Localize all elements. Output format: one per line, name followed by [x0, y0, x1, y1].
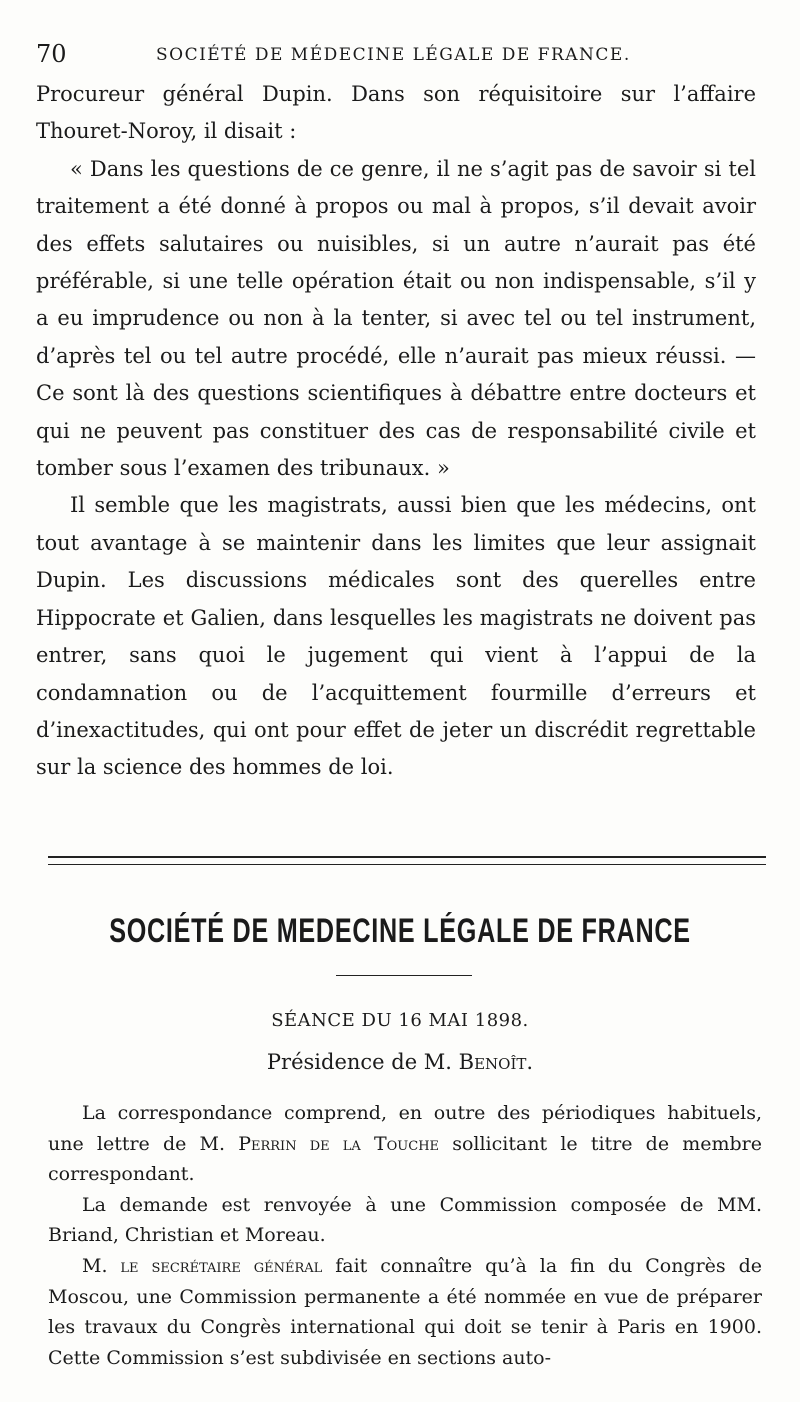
- minutes-text: [48, 1098, 762, 1373]
- double-rule-divider: [48, 856, 766, 865]
- minutes-text-segment: sollicitant le titre de membre correspondant.: [48, 1132, 763, 1186]
- section-title: SOCIÉTÉ DE MEDECINE LÉGALE DE FRANCE: [109, 912, 691, 950]
- short-rule-divider: [336, 975, 472, 976]
- presidence-line: [0, 1050, 800, 1074]
- paragraph: Procureur général Dupin. Dans son réquisitoire sur l’affaire Thouret-Noroy, il disait :: [36, 82, 756, 144]
- presidence-prefix: Présidence de M.: [266, 1050, 452, 1074]
- member-name: Perrin de la Touche: [238, 1132, 440, 1155]
- session-date: SÉANCE DU 16 MAI 1898.: [271, 1010, 529, 1031]
- paragraph: Il semble que les magistrats, aussi bien que les médecins, ont tout avantage à se maintenir dans les limites que leur assignait Dupin. Les discussions médicales sont des querelles entre Hippocrate et Galien, dans lesquelles les magistrats ne doivent pas entrer, sans quoi le jugement qui vient à l’appui de la condamnation ou de l’acquittement fourmille d’erreurs et d’inexactitudes, qui ont pour effet de jeter un discrédit regrettable sur la science des hommes de loi.: [36, 493, 756, 780]
- president-name: Benoît.: [458, 1050, 534, 1074]
- minutes-paragraph: [48, 1251, 762, 1373]
- running-head: [36, 40, 766, 70]
- minutes-paragraph: La demande est renvoyée à une Commission composée de MM. Briand, Christian et Moreau.: [48, 1193, 762, 1247]
- minutes-text-segment: fait connaître qu’à la fin du Congrès de Moscou, une Commission permanente a été nommée en vue de préparer les travaux du Congrès international qui doit se tenir à Paris en 1900. Cette Commission s’est subdivisée en sections auto-: [48, 1254, 762, 1369]
- running-title: SOCIÉTÉ DE MÉDECINE LÉGALE DE FRANCE.: [156, 45, 631, 65]
- quotation-paragraph: « Dans les questions de ce genre, il ne s’agit pas de savoir si tel traitement a été donné à propos ou mal à propos, s’il devait avoir des effets salutaires ou nuisibles, si un autre n’aurait pas été préférable, si une telle opération était ou non indispensable, s’il y a eu imprudence ou non à la tenter, si avec tel ou tel instrument, d’après tel ou tel autre procédé, elle n’aurait pas mieux réussi. — Ce sont là des questions scientifiques à débattre entre docteurs et qui ne peuvent pas constituer des cas de responsabilité civile et tomber sous l’examen des tribunaux. »: [36, 156, 756, 481]
- speaker-label: M. le secrétaire général: [82, 1254, 323, 1277]
- minutes-text-segment: La correspondance comprend, en outre des périodiques habituels, une lettre de M.: [48, 1102, 762, 1155]
- minutes-paragraph: [48, 1098, 762, 1190]
- page-number: 70: [36, 40, 67, 68]
- body-text: [36, 76, 756, 787]
